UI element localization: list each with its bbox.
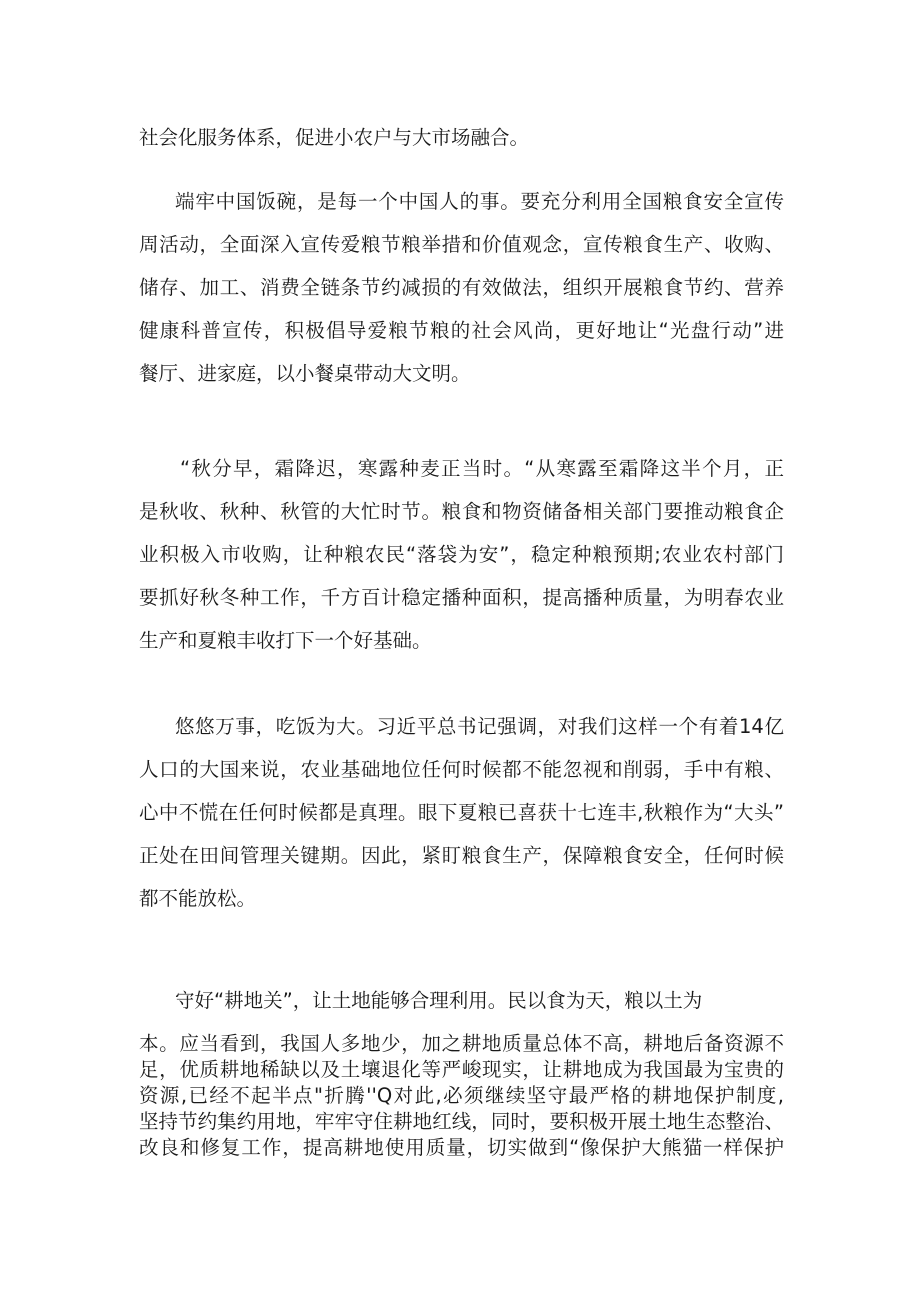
text-line: 正处在田间管理关键期。因此，紧盯粮食生产，保障粮食安全，任何时候	[139, 844, 784, 867]
text-line: 坚持节约集约用地，牢牢守住耕地红线，同时，要积极开展土地生态整治、	[139, 1110, 784, 1133]
text-line: “秋分早，霜降迟，寒露种麦正当时。“从寒露至霜降这半个月，正	[180, 457, 784, 480]
text-line: 改良和修复工作，提高耕地使用质量，切实做到“像保护大熊猫一样保护	[139, 1136, 784, 1159]
text-line: 社会化服务体系，促进小农户与大市场融合。	[139, 126, 530, 149]
text-line: 本。应当看到，我国人多地少，加之耕地质量总体不高，耕地后备资源不	[139, 1032, 784, 1055]
text-line: 生产和夏粮丰收打下一个好基础。	[139, 629, 432, 652]
text-line: 健康科普宣传，积极倡导爱粮节粮的社会风尚，更好地让“光盘行动”进	[139, 319, 784, 342]
text-line: 守好“耕地关”，让土地能够合理利用。民以食为天，粮以土为	[175, 989, 703, 1012]
text-line: 储存、加工、消费全链条节约减损的有效做法，组织开展粮食节约、营养	[139, 276, 784, 299]
text-line: 足，优质耕地稀缺以及土壤退化等严峻现实，让耕地成为我国最为宝贵的	[139, 1058, 784, 1081]
text-line: 悠悠万事，吃饭为大。习近平总书记强调，对我们这样一个有着14亿	[175, 715, 784, 738]
text-line: 业积极入市收购，让种粮农民“落袋为安”，稳定种粮预期;农业农村部门	[139, 543, 784, 566]
text-line: 心中不慌在任何时候都是真理。眼下夏粮已喜获十七连丰,秋粮作为“大头”	[139, 801, 784, 824]
text-line: 端牢中国饭碗，是每一个中国人的事。要充分利用全国粮食安全宣传	[175, 190, 784, 213]
text-line: 是秋收、秋种、秋管的大忙时节。粮食和物资储备相关部门要推动粮食企	[139, 500, 784, 523]
text-line: 周活动，全面深入宣传爱粮节粮举措和价值观念，宣传粮食生产、收购、	[139, 233, 784, 256]
text-line: 要抓好秋冬种工作，千方百计稳定播种面积，提高播种质量，为明春农业	[139, 586, 784, 609]
text-line: 人口的大国来说，农业基础地位任何时候都不能忽视和削弱，手中有粮、	[139, 758, 784, 781]
text-line: 资源,已经不起半点"折腾''Q对此,必须继续坚守最严格的耕地保护制度,	[139, 1084, 784, 1107]
text-line: 餐厅、进家庭，以小餐桌带动大文明。	[139, 362, 471, 385]
text-line: 都不能放松。	[139, 887, 257, 910]
